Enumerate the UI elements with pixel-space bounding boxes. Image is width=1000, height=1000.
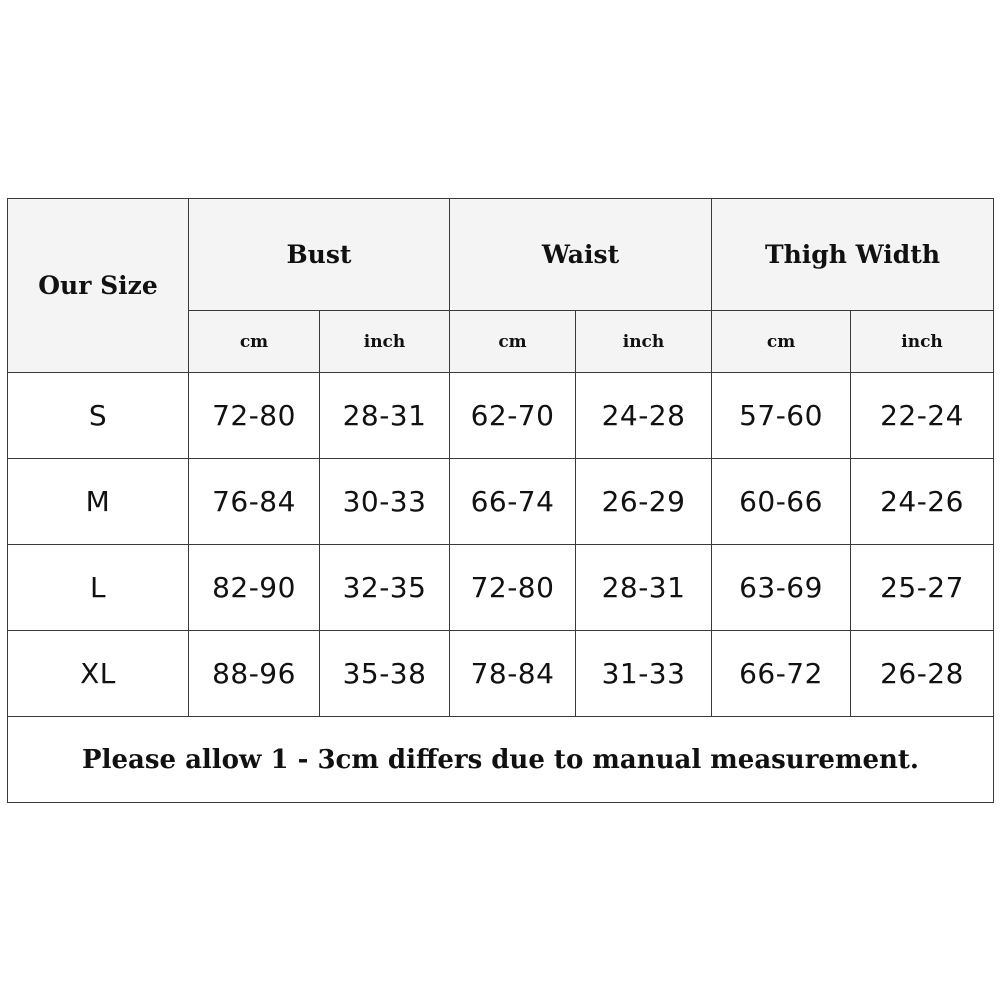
thigh-inch-value: 22-24 — [851, 373, 994, 459]
size-chart-table — [7, 198, 994, 803]
thigh-inch-value: 26-28 — [851, 631, 994, 717]
bust-cm-header: cm — [189, 311, 320, 373]
thigh-cm-value: 60-66 — [712, 459, 851, 545]
waist-cm-header: cm — [450, 311, 576, 373]
bust-inch-value: 28-31 — [320, 373, 450, 459]
group-header-row — [8, 199, 994, 311]
thigh-cm-value: 66-72 — [712, 631, 851, 717]
bust-inch-value: 35-38 — [320, 631, 450, 717]
table-row — [8, 545, 994, 631]
size-label: L — [8, 545, 189, 631]
bust-cm-value: 82-90 — [189, 545, 320, 631]
waist-inch-value: 31-33 — [576, 631, 712, 717]
waist-inch-value: 28-31 — [576, 545, 712, 631]
size-label: XL — [8, 631, 189, 717]
bust-inch-value: 30-33 — [320, 459, 450, 545]
bust-header: Bust — [189, 199, 450, 311]
bust-cm-value: 88-96 — [189, 631, 320, 717]
note-row — [8, 717, 994, 803]
size-label: M — [8, 459, 189, 545]
thigh-inch-value: 24-26 — [851, 459, 994, 545]
table-row — [8, 373, 994, 459]
waist-cm-value: 72-80 — [450, 545, 576, 631]
size-label: S — [8, 373, 189, 459]
waist-cm-value: 66-74 — [450, 459, 576, 545]
waist-cm-value: 78-84 — [450, 631, 576, 717]
measurement-note: Please allow 1 - 3cm differs due to manual measurement. — [8, 717, 994, 803]
waist-cm-value: 62-70 — [450, 373, 576, 459]
waist-inch-value: 26-29 — [576, 459, 712, 545]
waist-inch-value: 24-28 — [576, 373, 712, 459]
table-row — [8, 459, 994, 545]
table-row — [8, 631, 994, 717]
bust-inch-value: 32-35 — [320, 545, 450, 631]
waist-header: Waist — [450, 199, 712, 311]
thigh-cm-header: cm — [712, 311, 851, 373]
bust-cm-value: 72-80 — [189, 373, 320, 459]
thigh-cm-value: 57-60 — [712, 373, 851, 459]
waist-inch-header: inch — [576, 311, 712, 373]
thigh-inch-header: inch — [851, 311, 994, 373]
bust-cm-value: 76-84 — [189, 459, 320, 545]
thigh-inch-value: 25-27 — [851, 545, 994, 631]
bust-inch-header: inch — [320, 311, 450, 373]
thigh-width-header: Thigh Width — [712, 199, 994, 311]
our-size-header: Our Size — [8, 199, 189, 373]
thigh-cm-value: 63-69 — [712, 545, 851, 631]
